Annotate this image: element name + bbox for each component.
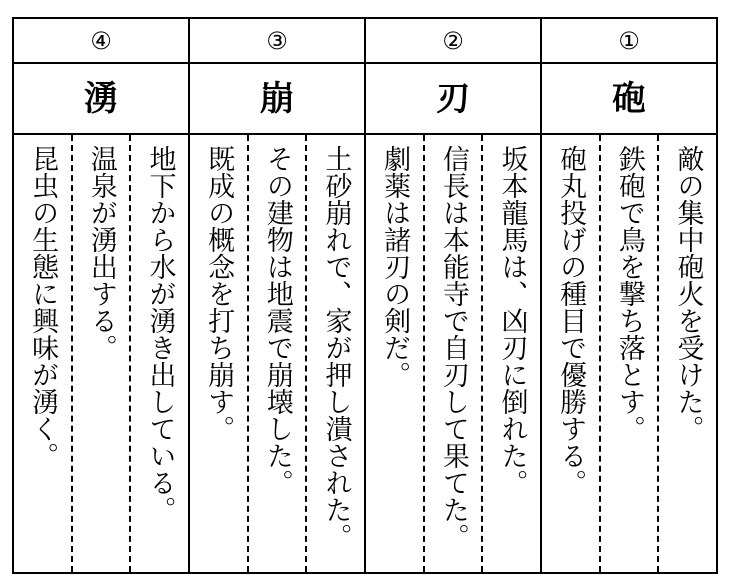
example-sentences: [14, 135, 188, 572]
example-sentence: 砲丸投げの種目で優勝する。: [555, 145, 587, 496]
sentence-column: [305, 135, 364, 572]
group-number: ④: [14, 19, 188, 64]
kanji-group-3: [188, 19, 364, 572]
kanji-group-2: [364, 19, 540, 572]
group-number: ③: [190, 19, 364, 64]
sentence-column: [190, 135, 247, 572]
kanji-practice-table: [12, 17, 718, 574]
target-kanji: 崩: [190, 64, 364, 135]
example-sentences: [366, 135, 540, 572]
sentence-column: [542, 135, 599, 572]
group-number: ①: [542, 19, 716, 64]
sentence-column: [71, 135, 130, 572]
sentence-column: [481, 135, 540, 572]
example-sentence: その建物は地震で崩壊した。: [261, 145, 293, 496]
example-sentences: [542, 135, 716, 572]
sentence-column: [247, 135, 306, 572]
example-sentence: 地下から水が湧き出している。: [144, 145, 176, 523]
target-kanji: 砲: [542, 64, 716, 135]
sentence-column: [657, 135, 716, 572]
sentence-column: [14, 135, 71, 572]
example-sentence: 土砂崩れで、家が押し潰された。: [320, 145, 352, 550]
sentence-column: [599, 135, 658, 572]
target-kanji: 湧: [14, 64, 188, 135]
sentence-column: [366, 135, 423, 572]
example-sentence: 温泉が湧出する。: [85, 145, 117, 361]
example-sentence: 劇薬は諸刃の剣だ。: [379, 145, 411, 388]
group-number: ②: [366, 19, 540, 64]
example-sentence: 鉄砲で鳥を撃ち落とす。: [613, 145, 645, 442]
kanji-group-1: [540, 19, 716, 572]
sentence-column: [129, 135, 188, 572]
sentence-column: [423, 135, 482, 572]
kanji-group-4: [14, 19, 188, 572]
example-sentence: 敵の集中砲火を受けた。: [672, 145, 704, 442]
target-kanji: 刃: [366, 64, 540, 135]
example-sentences: [190, 135, 364, 572]
example-sentence: 坂本龍馬は、凶刃に倒れた。: [496, 145, 528, 496]
example-sentence: 既成の概念を打ち崩す。: [203, 145, 235, 442]
example-sentence: 信長は本能寺で自刃して果てた。: [437, 145, 469, 550]
example-sentence: 昆虫の生態に興味が湧く。: [27, 145, 59, 469]
